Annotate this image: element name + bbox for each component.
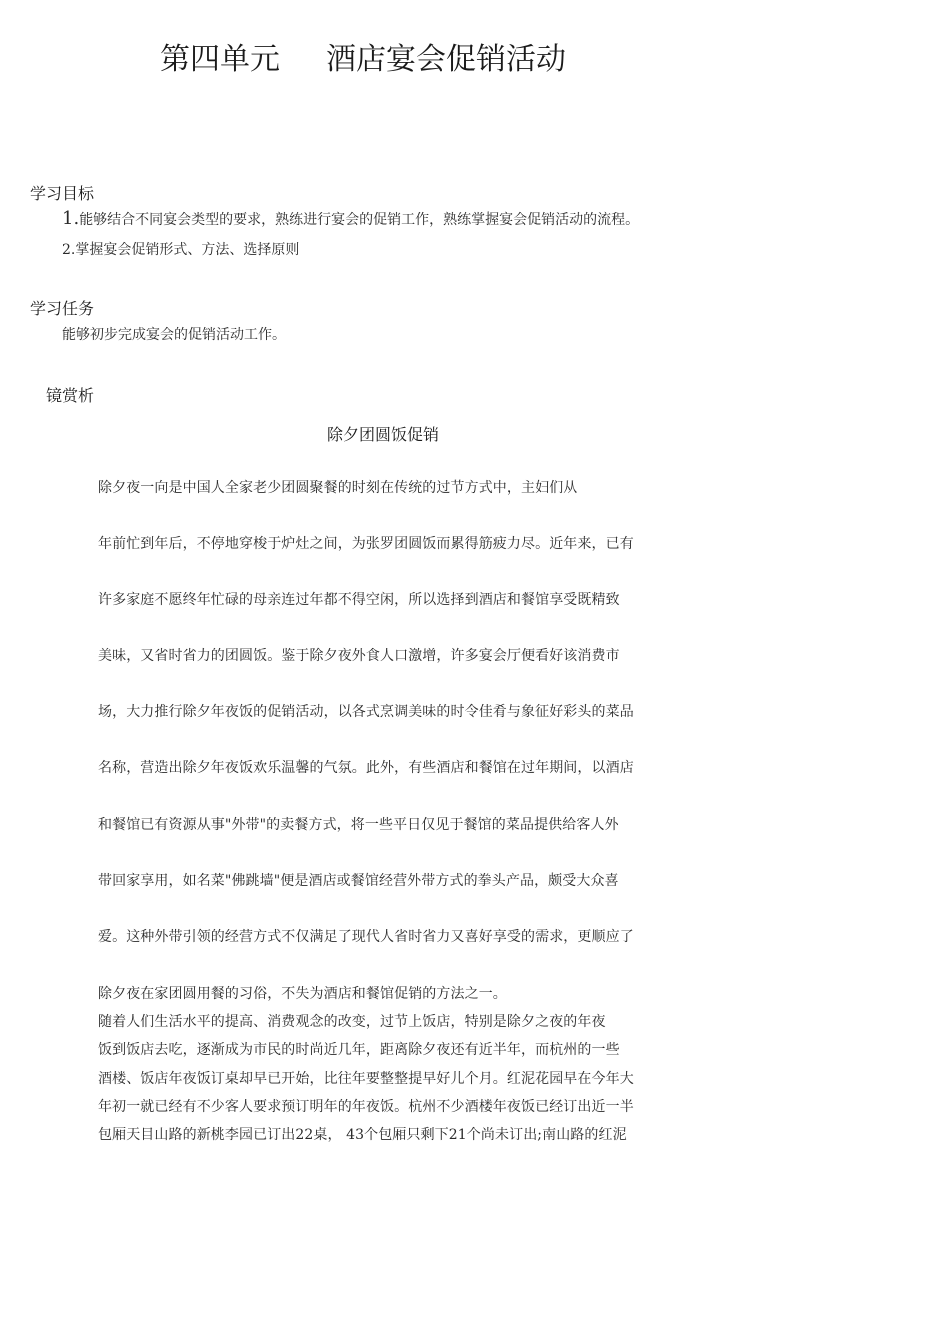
case-title: 除夕团圆饭促销 <box>327 425 440 444</box>
objective-text: 掌握宴会促销形式、方法、选择原则 <box>75 242 300 258</box>
case-line: 随着人们生活水平的提高、消费观念的改变，过节上饭店，特别是除夕之夜的年夜 <box>98 1014 606 1030</box>
tasks-heading: 学习任务 <box>30 299 95 318</box>
unit-subject: 酒店宴会促销活动 <box>326 42 566 77</box>
case-line: 除夕夜在家团圆用餐的习俗，不失为酒店和餐馆促销的方法之一。 <box>98 986 507 1002</box>
case-line: 年前忙到年后，不停地穿梭于炉灶之间，为张罗团圆饭而累得筋疲力尽。近年来，已有 <box>98 536 634 552</box>
case-heading: 镜赏析 <box>46 386 95 405</box>
case-line: 除夕夜一向是中国人全家老少团圆聚餐的时刻在传统的过节方式中，主妇们从 <box>98 480 578 496</box>
unit-number: 第四单元 <box>160 42 280 77</box>
case-line: 年初一就已经有不少客人要求预订明年的年夜饭。杭州不少酒楼年夜饭已经订出近一半 <box>98 1099 634 1115</box>
case-line: 饭到饭店去吃，逐渐成为市民的时尚近几年，距离除夕夜还有近半年，而杭州的一些 <box>98 1042 620 1058</box>
case-line: 场，大力推行除夕年夜饭的促销活动，以各式烹调美味的时令佳肴与象征好彩头的菜品 <box>98 704 634 720</box>
objective-item-1 <box>62 208 639 229</box>
case-line: 名称，营造出除夕年夜饭欢乐温馨的气氛。此外，有些酒店和餐馆在过年期间，以酒店 <box>98 760 634 776</box>
case-line: 带回家享用，如名菜"佛跳墙"便是酒店或餐馆经营外带方式的拳头产品，颇受大众喜 <box>98 873 619 889</box>
objective-item-2 <box>62 239 299 259</box>
case-line: 酒楼、饭店年夜饭订桌却早已开始，比往年要整整提早好儿个月。红泥花园早在今年大 <box>98 1071 634 1087</box>
objective-number: 1. <box>62 208 80 229</box>
objectives-heading: 学习目标 <box>30 184 95 203</box>
objective-text: 能够结合不同宴会类型的要求，熟练进行宴会的促销工作，熟练掌握宴会促销活动的流程。 <box>79 212 640 228</box>
objective-number: 2. <box>62 242 76 258</box>
case-line: 许多家庭不愿终年忙碌的母亲连过年都不得空闲，所以选择到酒店和餐馆享受既精致 <box>98 592 620 608</box>
case-line: 爱。这种外带引领的经营方式不仅满足了现代人省时省力又喜好享受的需求，更顺应了 <box>98 929 634 945</box>
case-line: 包厢天目山路的新桃李园已订出22桌， 43个包厢只剩下21个尚未订出;南山路的红泥 <box>98 1127 627 1143</box>
case-line: 美味，又省时省力的团圆饭。鉴于除夕夜外食人口激增，许多宴会厅便看好该消费市 <box>98 648 620 664</box>
case-line: 和餐馆已有资源从事"外带"的卖餐方式，将一些平日仅见于餐馆的菜品提供给客人外 <box>98 817 619 833</box>
page-title <box>160 34 566 78</box>
tasks-text: 能够初步完成宴会的促销活动工作。 <box>62 327 286 343</box>
